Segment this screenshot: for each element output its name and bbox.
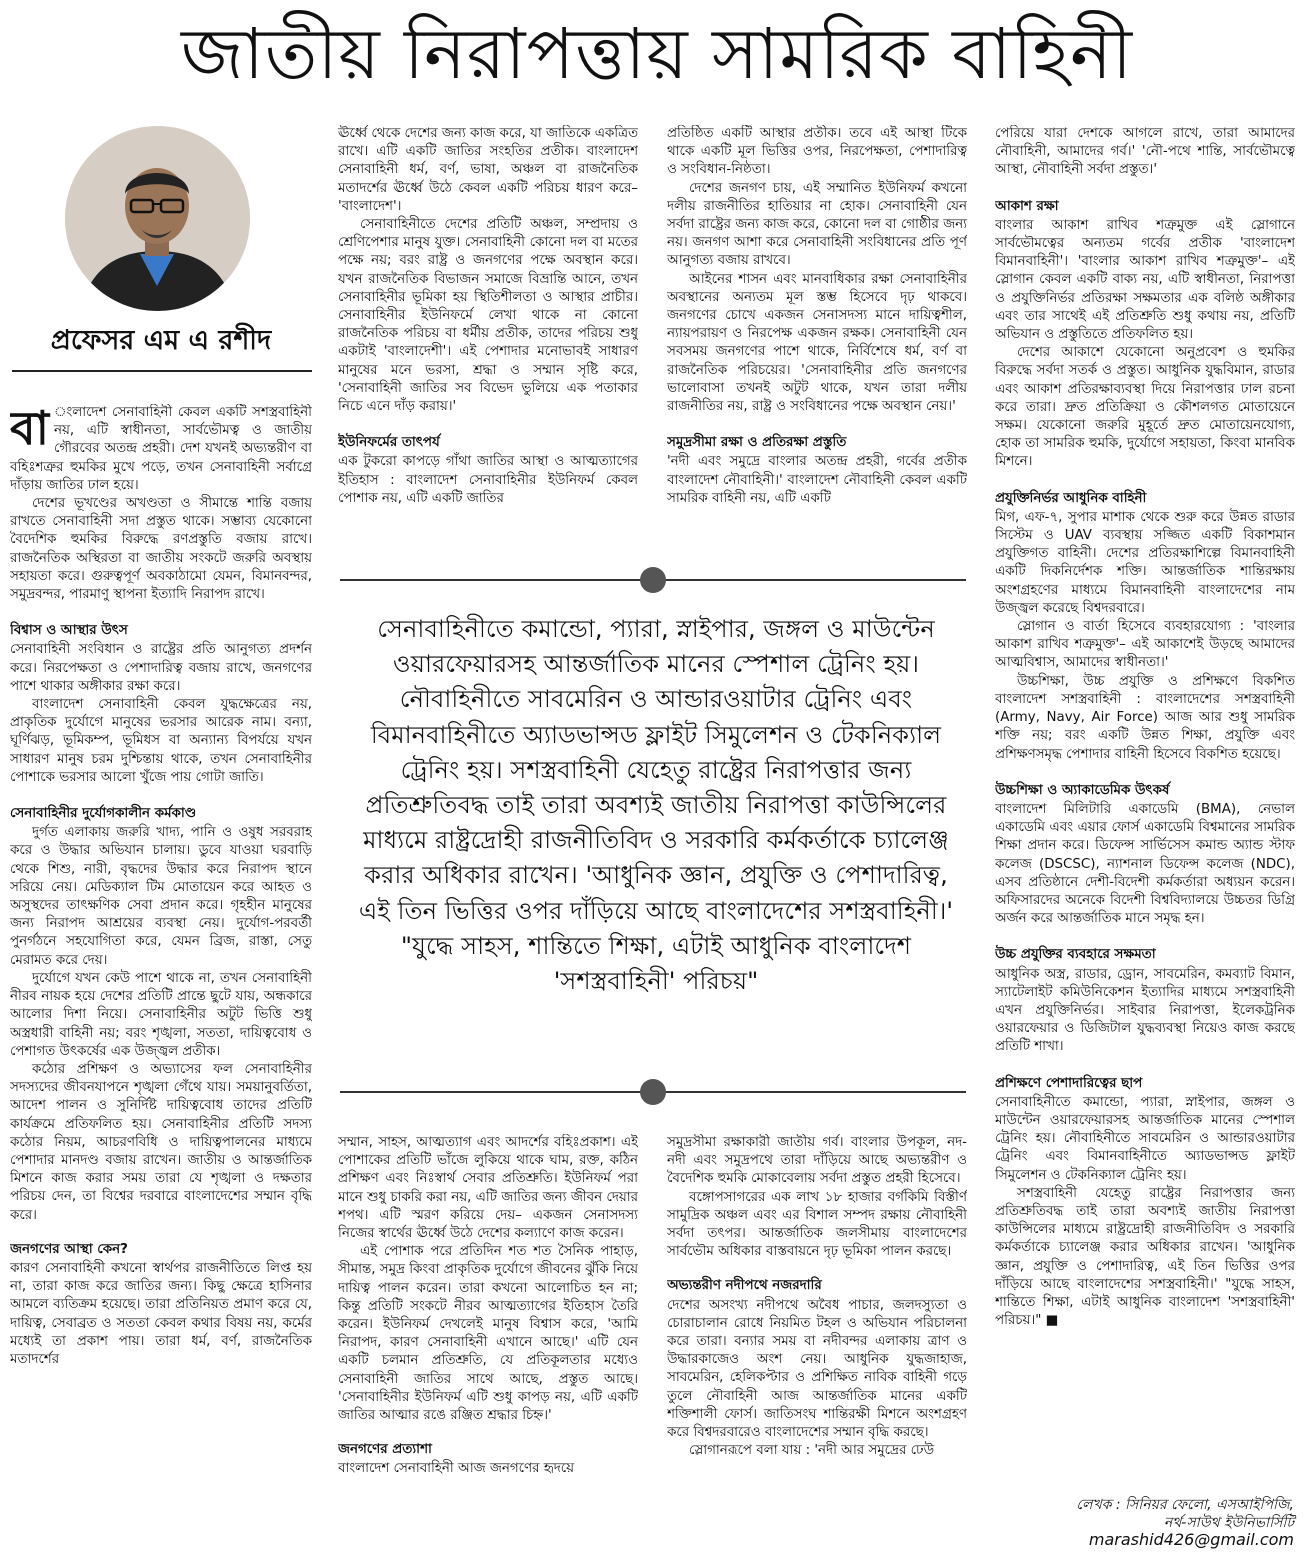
paragraph: বাংলাদেশ মিলিটারি একাডেমি (BMA), নেভাল একাডেমি এবং এয়ার ফোর্স একাডেমি বিশ্বমানের সামরিক শিক্ষা প্রদান করে। ডিফেন্স সার্ভিসেস কমান্ড অ্যান্ড স্টাফ কলেজ (DSCSC), ন্যাশনাল ডিফেন্স কলেজ (NDC), এসব প্রতিষ্ঠানে দেশী-বিদেশী কর্মকর্তারা অধ্যয়ন করেন। অফিসারদের অনেকে বিদেশী বিশ্ববিদ্যালয়ে উচ্চতর ডিগ্রি অর্জন করে আন্তর্জাতিক মানে সমৃদ্ধ হন। [995,801,1295,927]
paragraph: কঠোর প্রশিক্ষণ ও অভ্যাসের ফল সেনাবাহিনীর সদস্যদের জীবনযাপনে শৃঙ্খলা গেঁথে যায়। সময়ানুবর্তিতা, আদেশ পালন ও সুনির্দিষ্ট দায়িত্ববোধ তাদের প্রতিটি কার্যক্রমে প্রতিফলিত হয়। সেনাবাহিনীর প্রতিটি সদস্য কঠোর নিয়ম, আচরণবিধি ও দায়িত্বপালনের মাধ্যমে পেশাদার মানদণ্ড বজায় রাখেন। জাতীয় ও আন্তর্জাতিক মিশনে কাজ করার সময় তারা যে শৃঙ্খলা ও দক্ষতার পরিচয় দেন, তা বিশ্বের দরবারে বাংলাদেশের সম্মান বৃদ্ধি করে। [10,1061,312,1223]
quote-bottom-dot [640,1079,666,1105]
paragraph: পেরিয়ে যারা দেশকে আগলে রাখে, তারা আমাদের নৌবাহিনী, আমাদের গর্ব।' 'নৌ-পথে শান্তি, সার্বভৌমত্বে আস্থা, নৌবাহিনী সর্বদা প্রস্তুত।' [995,126,1295,178]
paragraph: স্লোগানরূপে বলা যায় : 'নদী আর সমুদ্রের ঢেউ [689,1443,935,1459]
paragraph: আইনের শাসন এবং মানবাধিকার রক্ষা সেনাবাহিনীর অবস্থানের অন্যতম মূল স্তম্ভ হিসেবে দৃঢ় থাকবে। জনগণের চোখে একজন সেনাসদস্য মানে দায়িত্বশীল, ন্যায়পরায়ণ ও নিরপেক্ষ একজন রক্ষক। সেনাবাহিনী যেন সবসময় জনগণের পাশে থাকে, নির্বিশেষে ধর্ম, বর্ণ বা রাজনৈতিক পরিচয়ের। 'সেনাবাহিনীর প্রতি জনগণের ভালোবাসা তখনই অটুট থাকে, যখন তারা দলীয় রাজনীতির নয়, রাষ্ট্র ও সংবিধানের পক্ষে অবস্থান নেয়।' [667,271,967,415]
pull-quote: সেনাবাহিনীতে কমান্ডো, প্যারা, স্নাইপার, জঙ্গল ও মাউন্টেন ওয়ারফেয়ারসহ আন্তর্জাতিক মানের স্পেশাল ট্রেনিং হয়। নৌবাহিনীতে সাবমেরিন ও আন্ডারওয়াটার ট্রেনিং এবং বিমানবাহিনীতে অ্যাডভান্সড ফ্লাইট সিমুলেশন ও টেকনিক্যাল ট্রেনিং হয়। সশস্ত্রবাহিনী যেহেতু রাষ্ট্রের নিরাপত্তার জন্য প্রতিশ্রুতিবদ্ধ তাই তারা অবশ্যই জাতীয় নিরাপত্তা কাউন্সিলের মাধ্যমে রাষ্ট্রদ্রোহী রাজনীতিবিদ ও সরকারি কর্মকর্তাকে চ্যালেঞ্জ করার অধিকার রাখেন। 'আধুনিক জ্ঞান, প্রযুক্তি ও পেশাদারিত্ব, এই তিন ভিত্তির ওপর দাঁড়িয়ে আছে বাংলাদেশের সশস্ত্রবাহিনী।' "যুদ্ধে সাহস, শান্তিতে শিক্ষা, এটাই আধুনিক বাংলাদেশ 'সশস্ত্রবাহিনী' পরিচয়" [358,615,954,996]
subheading: আকাশ রক্ষা [995,198,1059,214]
paragraph: বাংলার আকাশ রাখিব শত্রুমুক্ত এই স্লোগানে সার্বভৌমত্বের অন্যতম গর্বের প্রতীক 'বাংলাদেশ বিমানবাহিনী'। 'বাংলার আকাশ রাখিব শত্রুমুক্ত'– এই স্লোগান কেবল একটি বাক্য নয়, এটি স্বাধীনতা, নিরাপত্তা ও প্রযুক্তিনির্ভর প্রতিরক্ষা সক্ষমতার এক বলিষ্ঠ অঙ্গীকার এবং তার সাথেই এই প্রতিশ্রুতি শুধু কথায় নয়, প্রতিটি অভিযান ও প্রস্তুতিতে প্রতিফলিত হয়। [995,217,1295,343]
author-photo [65,126,250,311]
paragraph: উচ্চশিক্ষা, উচ্চ প্রযুক্তি ও প্রশিক্ষণে বিকশিত বাংলাদেশ সশস্ত্রবাহিনী : বাংলাদেশের সশস্ত্রবাহিনী (Army, Navy, Air Force) আজ আর শুধু সামরিক শক্তি নয়; বরং একটি উন্নত শিক্ষা, প্রযুক্তি এবং প্রশিক্ষণসমৃদ্ধ পেশাদার বাহিনী হিসেবে বিকশিত হয়েছে। [995,673,1295,762]
subheading: প্রশিক্ষণে পেশাদারিত্বের ছাপ [995,1075,1143,1091]
column-1 [10,404,312,1554]
byline-university: নর্থ-সাউথ ইউনিভার্সিটি [1163,1515,1294,1531]
paragraph: দেশের অসংখ্য নদীপথে অবৈধ পাচার, জলদস্যুতা ও চোরাচালান রোধে নিয়মিত টহল ও অভিযান পরিচালনা করে তারা। বন্যার সময় বা নদীবন্দর এলাকায় ত্রাণ ও উদ্ধারকাজেও অংশ নেয়। আধুনিক যুদ্ধজাহাজ, সাবমেরিন, হেলিকপ্টার ও প্রশিক্ষিত নাবিক বাহিনী গড়ে তুলে নৌবাহিনী আজ আন্তর্জাতিক মানের একটি শক্তিশালী ফোর্স। জাতিসংঘ শান্তিরক্ষী মিশনে অংশগ্রহণ করে বিশ্বদরবারেও বাংলাদেশের সম্মান বৃদ্ধি করছে। [667,1297,967,1441]
paragraph: সম্মান, সাহস, আত্মত্যাগ এবং আদর্শের বহিঃপ্রকাশ। এই পোশাকের প্রতিটি ভাঁজে লুকিয়ে থাকে ঘাম, রক্ত, কঠিন প্রশিক্ষণ এবং নিঃস্বার্থ সেবার প্রতিশ্রুতি। ইউনিফর্ম পরা মানে শুধু চাকরি করা নয়, এটি জাতির জন্য জীবন দেয়ার শপথ। এটি স্মরণ করিয়ে দেয়– একজন সেনাসদস্য নিজের স্বার্থের ঊর্ধ্বে উঠে দেশের কল্যাণে কাজ করেন। [338,1135,638,1242]
paragraph: আধুনিক অস্ত্র, রাডার, ড্রোন, সাবমেরিন, কমব্যাট বিমান, স্যাটেলাইট কমিউনিকেশন ইত্যাদির মাধ্যমে সশস্ত্রবাহিনী এখন প্রযুক্তিনির্ভর। সাইবার নিরাপত্তা, ইলেকট্রনিক ওয়ারফেয়ার ও ডিজিটাল যুদ্ধব্যবস্থা নিয়েও কাজ করছে প্রতিটি শাখা। [995,966,1295,1055]
paragraph: দুর্যোগে যখন কেউ পাশে থাকে না, তখন সেনাবাহিনী নীরব নায়ক হয়ে দেশের প্রতিটি প্রান্তে ছুটে যায়, অন্ধকারে আলোর দিশা নিয়ে। সেনাবাহিনীর অটুট ভিত্তি শুধু অস্ত্রধারী বাহিনী নয়; বরং শৃঙ্খলা, সততা, দায়িত্ববোধ ও পেশাগত উৎকর্ষের এক উজ্জ্বল প্রতীক। [10,970,312,1059]
paragraph: বাংলাদেশ সেনাবাহিনী আজ জনগণের হৃদয়ে [338,1461,575,1477]
author-name: প্রফেসর এম এ রশীদ [50,325,272,356]
subheading: অভ্যন্তরীণ নদীপথে নজরদারি [667,1278,822,1294]
column-4 [995,125,1295,1485]
paragraph: প্রতিষ্ঠিত একটি আস্থার প্রতীক। তবে এই আস্থা টিকে থাকে একটি মূল ভিত্তির ওপর, নিরপেক্ষতা, পেশাদারিত্ব ও সংবিধান-নিষ্ঠতা। [667,126,967,178]
paragraph: সেনাবাহিনীতে কমান্ডো, প্যারা, স্নাইপার, জঙ্গল ও মাউন্টেন ওয়ারফেয়ারসহ আন্তর্জাতিক মানের স্পেশাল ট্রেনিং হয়। নৌবাহিনীতে সাবমেরিন ও আন্ডারওয়াটার ট্রেনিং এবং বিমানবাহিনীতে অ্যাডভান্সড ফ্লাইট সিমুলেশন ও টেকনিক্যাল ট্রেনিং হয়। [995,1094,1295,1183]
paragraph: দেশের ভূখণ্ডের অখণ্ডতা ও সীমান্তে শান্তি বজায় রাখতে সেনাবাহিনী সদা প্রস্তুত থাকে। সম্ভাব্য যেকোনো বৈদেশিক হুমকির বিরুদ্ধে রণপ্রস্তুতি বজায় রাখে। রাজনৈতিক অস্থিরতা বা জাতীয় সংকটে জরুরি অবস্থায় সহায়তা করে। গুরুত্বপূর্ণ অবকাঠামো যেমন, বিমানবন্দর, সমুদ্রবন্দর, পারমাণু স্থাপনা ইত্যাদি নিরাপদ রাখে। [10,496,312,603]
paragraph: সেনাবাহিনীতে দেশের প্রতিটি অঞ্চল, সম্প্রদায় ও শ্রেণিপেশার মানুষ যুক্ত। সেনাবাহিনী কোনো দল বা মতের পক্ষে নয়; বরং রাষ্ট্র ও জনগণের পক্ষে অবস্থান করে। যখন রাজনৈতিক বিভাজন সমাজে বিভ্রান্তি আনে, তখন সেনাবাহিনীর ভূমিকা হয় স্থিতিশীলতা ও আস্থার প্রাচীর। সেনাবাহিনীর ইউনিফর্মে লেখা থাকে না কোনো রাজনৈতিক পরিচয় বা ধর্মীয় প্রতীক, তাদের পরিচয় শুধু একটাই 'বাংলাদেশী'। এই পেশাদার মনোভাবই সাধারণ মানুষের মনে ভরসা, শ্রদ্ধা ও সম্মান সৃষ্টি করে, 'সেনাবাহিনী জাতির সব বিভেদ ভুলিয়ে এক পতাকার নিচে এনে দাঁড় করায়।' [338,217,638,415]
author-divider [12,370,312,372]
paragraph: দেশের জনগণ চায়, এই সম্মানিত ইউনিফর্ম কখনো দলীয় রাজনীতির হাতিয়ার না হোক। সেনাবাহিনী যেন সর্বদা রাষ্ট্রের জন্য কাজ করে, কোনো দল বা গোষ্ঠীর জন্য নয়। জনগণ আশা করে সেনাবাহিনী সংবিধানের প্রতি পূর্ণ আনুগত্য বজায় রাখবে। [667,180,967,269]
paragraph: এক টুকরো কাপড়ে গাঁথা জাতির আস্থা ও আত্মত্যাগের ইতিহাস : বাংলাদেশ সেনাবাহিনীর ইউনিফর্ম কেবল পোশাক নয়, এটি একটি জাতির [338,454,638,506]
column-2-bottom [338,1134,638,1554]
subheading: প্রযুক্তিনির্ভর আধুনিক বাহিনী [995,490,1147,506]
column-2-top [338,125,638,550]
subheading: ইউনিফর্মের তাৎপর্য [338,435,440,451]
paragraph: ংলাদেশ সেনাবাহিনী কেবল একটি সশস্ত্রবাহিনী নয়, এটি স্বাধীনতা, সার্বভৌমত্ব ও জাতীয় গৌরবের অতন্দ্র প্রহরী। দেশ যখনই অভ্যন্তরীণ বা বহিঃশত্রুর হুমকির মুখে পড়ে, তখন সেনাবাহিনী সর্বাগ্রে দাঁড়ায় জাতির ঢাল হয়ে। [10,405,312,493]
drop-cap: বা [10,404,49,455]
subheading: সমুদ্রসীমা রক্ষা ও প্রতিরক্ষা প্রস্তুতি [667,435,847,451]
subheading: জনগণের প্রত্যাশা [338,1442,432,1458]
subheading: উচ্চ প্রযুক্তির ব্যবহারে সক্ষমতা [995,947,1156,963]
paragraph: এই পোশাক পরে প্রতিদিন শত শত সৈনিক পাহাড়, সীমান্ত, সমুদ্র কিংবা প্রাকৃতিক দুর্যোগে জীবনের ঝুঁকি নিয়ে দায়িত্ব পালন করেন। তারা কখনো আলোচিত হন না; কিন্তু প্রতিটি সংকটে নীরব আত্মত্যাগের ইতিহাস তৈরি করেন। ইউনিফর্ম দেখলেই মানুষ বিশ্বাস করে, 'আমি নিরাপদ, কারণ সেনাবাহিনী এখানে আছে।' এটি যেন একটি চলমান প্রতিশ্রুতি, যে প্রতিকূলতার মধ্যেও সেনাবাহিনী জাতির সাথে আছে, প্রস্তুত আছে। 'সেনাবাহিনীর ইউনিফর্ম এটি শুধু কাপড় নয়, এটি একটি জাতির আত্মার রঙে রঞ্জিত শ্রদ্ধার চিহ্ন।' [338,1244,638,1424]
subheading: জনগণের আস্থা কেন? [10,1241,128,1257]
paragraph: দেশের আকাশে যেকোনো অনুপ্রবেশ ও হুমকির বিরুদ্ধে সর্বদা সতর্ক ও প্রস্তুত। আধুনিক যুদ্ধবিমান, রাডার এবং আকাশ প্রতিরক্ষাব্যবস্থা দিয়ে নিরাপত্তার ঢাল রচনা করে তারা। দ্রুত প্রতিক্রিয়া ও কৌশলগত মোতায়েনে সক্ষম। যেকোনো জরুরি মুহূর্তে দ্রুত মোতায়েনযোগ্য, হোক তা সামরিক হুমকি, দুর্যোগে সহায়তা, কিংবা মানবিক মিশনে। [995,345,1295,470]
paragraph: স্লোগান ও বার্তা হিসেবে ব্যবহারযোগ্য : 'বাংলার আকাশ রাখিব শত্রুমুক্ত'– এই আকাশেই উড়ছে আমাদের আত্মবিশ্বাস, আমাদের স্বাধীনতা।' [995,619,1295,671]
subheading: সেনাবাহিনীর দুর্যোগকালীন কর্মকাণ্ড [10,806,197,822]
paragraph: সশস্ত্রবাহিনী যেহেতু রাষ্ট্রের নিরাপত্তার জন্য প্রতিশ্রুতিবদ্ধ তাই তারা অবশ্যই জাতীয় নিরাপত্তা কাউন্সিলের মাধ্যমে রাষ্ট্রদ্রোহী রাজনীতিবিদ ও সরকারি কর্মকর্তাকে চ্যালেঞ্জ করার অধিকার রাখেন। 'আধুনিক জ্ঞান, প্রযুক্তি ও পেশাদারিত্ব, এই তিন ভিত্তির ওপর দাঁড়িয়ে আছে বাংলাদেশের সশস্ত্রবাহিনী।' "যুদ্ধে সাহস, শান্তিতে শিক্ষা, এটাই আধুনিক বাংলাদেশ 'সশস্ত্রবাহিনী' পরিচয়।" ■ [995,1185,1295,1329]
column-3-bottom [667,1134,967,1554]
avatar [65,126,250,311]
paragraph: মিগ, এফ-৭, সুপার মাশাক থেকে শুরু করে উন্নত রাডার সিস্টেম ও UAV ব্যবস্থায় সজ্জিত একটি বিকাশমান প্রযুক্তিগত বাহিনী। দেশের প্রতিরক্ষাশিল্পে বিমানবাহিনী একটি দিকনির্দেশক শক্তি। আন্তর্জাতিক শান্তিরক্ষায় অংশগ্রহণের মাধ্যমে বিমানবাহিনী বাংলাদেশের নাম উজ্জ্বল করেছে বিশ্বদরবারে। [995,509,1295,616]
paragraph: 'নদী এবং সমুদ্রে বাংলার অতন্দ্র প্রহরী, গর্বের প্রতীক বাংলাদেশ নৌবাহিনী।' বাংলাদেশ নৌবাহিনী কেবল একটি সামরিক বাহিনী নয়, এটি একটি [667,454,967,506]
paragraph: কারণ সেনাবাহিনী কখনো স্বার্থপর রাজনীতিতে লিপ্ত হয় না, তারা কাজ করে জাতির জন্য। কিছু ক্ষেত্রে হাসিনার আমলে ব্যতিক্রম হয়েছে। তারা প্রতিনিয়ত প্রমাণ করে যে, দায়িত্ব, সেবাব্রত ও সততা কেবল কথার বিষয় নয়, কর্মের মধ্যেই তা প্রকাশ পায়। তারা ধর্ম, বর্ণ, রাজনৈতিক মতাদর্শের [10,1260,312,1367]
byline-affiliation: লেখক : সিনিয়র ফেলো, এসআইপিজি, [1076,1497,1294,1513]
column-3-top [667,125,967,550]
headline: জাতীয় নিরাপত্তায় সামরিক বাহিনী [181,13,1133,95]
paragraph: বাংলাদেশ সেনাবাহিনী কেবল যুদ্ধক্ষেত্রের নয়, প্রাকৃতিক দুর্যোগে মানুষের ভরসার আরেক নাম। বন্যা, ঘূর্ণিঝড়, ভূমিকম্প, ভূমিধস বা অন্যান্য বিপর্যয়ে যখন সাধারণ মানুষ চরম দুশ্চিন্তায় থাকে, তখন সেনাবাহিনীর পোশাকে ভরসার আলো খুঁজে পায় গোটা জাতি। [10,697,312,785]
paragraph: সমুদ্রসীমা রক্ষাকারী জাতীয় গর্ব। বাংলার উপকূল, নদ-নদী এবং সমুদ্রপথে তারা দাঁড়িয়ে আছে অভ্যন্তরীণ ও বৈদেশিক হুমকি মোকাবেলায় সর্বদা প্রস্তুত প্রহরী হিসেবে। [667,1135,967,1187]
paragraph: বঙ্গোপসাগরের এক লাখ ১৮ হাজার বর্গকিমি বিস্তীর্ণ সামুদ্রিক অঞ্চল এবং এর বিশাল সম্পদ রক্ষায় নৌবাহিনী সর্বদা তৎপর। আন্তর্জাতিক জলসীমায় বাংলাদেশের সার্বভৌম অধিকার বাস্তবায়নে দৃঢ় ভূমিকা পালন করছে। [667,1189,967,1260]
author-email: marashid426@gmail.com [1088,1530,1294,1549]
paragraph: ঊর্ধ্বে থেকে দেশের জন্য কাজ করে, যা জাতিকে একত্রিত রাখে। এটি একটি জাতির সংহতির প্রতীক। বাংলাদেশ সেনাবাহিনী ধর্ম, বর্ণ, ভাষা, অঞ্চল বা রাজনৈতিক মতাদর্শের ঊর্ধ্বে উঠে কেবল একটি পরিচয় ধারণ করে– 'বাংলাদেশ'। [338,126,638,214]
quote-top-dot [640,567,666,593]
subheading: উচ্চশিক্ষা ও অ্যাকাডেমিক উৎকর্ষ [995,782,1170,798]
paragraph: দুর্গত এলাকায় জরুরি খাদ্য, পানি ও ওষুধ সরবরাহ করে ও উদ্ধার অভিযান চালায়। ডুবে যাওয়া ঘরবাড়ি থেকে শিশু, নারী, বৃদ্ধদের উদ্ধার করে নিরাপদ স্থানে সরিয়ে নেয়। মেডিক্যাল টিম মোতায়েন করে আহত ও অসুস্থদের তাৎক্ষণিক সেবা প্রদান করে। গৃহহীন মানুষের জন্য নিরাপদ আশ্রয়ের ব্যবস্থা নেয়। দুর্যোগ-পরবর্তী পুনর্গঠনে সহযোগিতা করে, যেমন ব্রিজ, রাস্তা, সেতু মেরামত করে দেয়। [10,825,312,968]
subheading: বিশ্বাস ও আস্থার উৎস [10,623,128,639]
paragraph: সেনাবাহিনী সংবিধান ও রাষ্ট্রের প্রতি আনুগত্য প্রদর্শন করে। নিরপেক্ষতা ও পেশাদারিত্ব বজায় রাখে, জনগণের পাশে থাকার অঙ্গীকার রক্ষা করে। [10,642,312,694]
